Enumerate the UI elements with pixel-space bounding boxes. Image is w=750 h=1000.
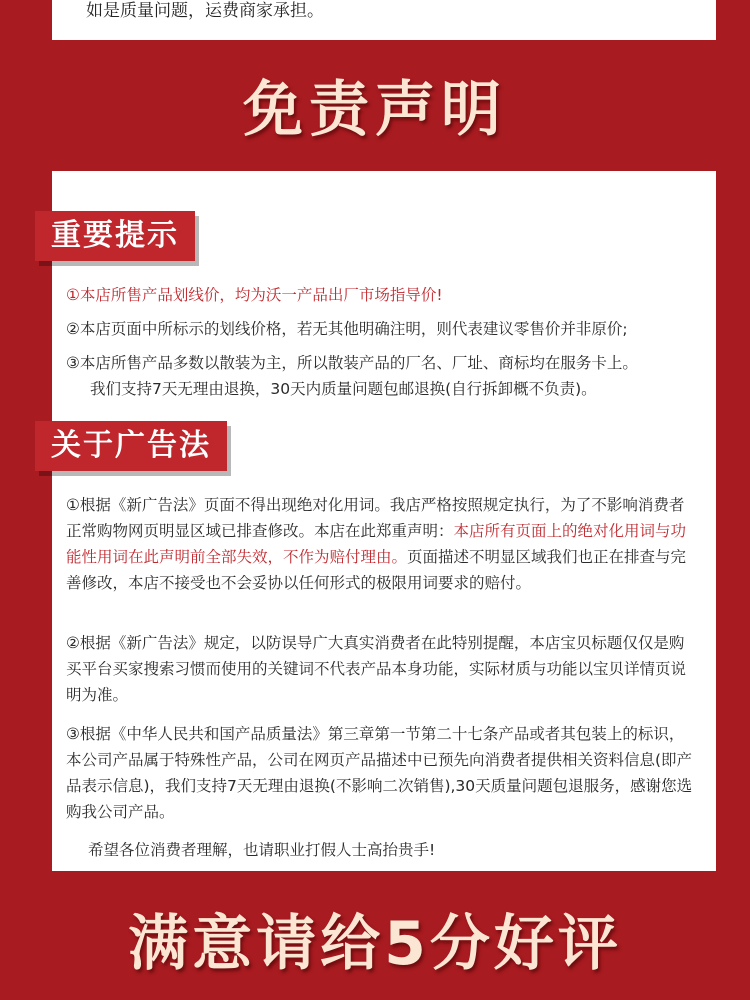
ad-law-paragraph-1-a: ①根据《新广告法》页面不得出现绝对化用词。我店严格按照规定执行，为了不影响消费者正常购物网页明显区域已排查修改。本店在此郑重声明： bbox=[66, 496, 685, 540]
disclaimer-title: 免责声明 bbox=[243, 75, 507, 145]
ad-law-paragraph-1 bbox=[66, 492, 694, 596]
important-item-3-line2: 我们支持7天无理由退换，30天内质量问题包邮退换(自行拆卸概不负责)。 bbox=[90, 380, 597, 398]
ad-law-tag: 关于广告法 bbox=[35, 421, 227, 471]
closing-note: 希望各位消费者理解，也请职业打假人士高抬贵手! bbox=[88, 841, 436, 859]
ad-law-paragraph-2: ②根据《新广告法》规定，以防误导广大真实消费者在此特别提醒，本店宝贝标题仅仅是购买平台买家搜索习惯而使用的关键词不代表产品本身功能，实际材质与功能以宝贝详情页说明为准。 bbox=[66, 634, 687, 704]
important-item-3-line1: ③本店所售产品多数以散装为主，所以散装产品的厂名、厂址、商标均在服务卡上。 bbox=[66, 354, 638, 372]
important-item-1 bbox=[66, 282, 702, 308]
top-panel bbox=[52, 0, 716, 40]
ad-law-paragraph-3: ③根据《中华人民共和国产品质量法》第三章第一节第二十七条产品或者其包装上的标识，本公司产品属于特殊性产品，公司在网页产品描述中已预先向消费者提供相关资料信息(即产品表示信息)，我们支持7天无理由退换(不影响二次销售),30天质量问题包退服务，感谢您选购我公司产品。 bbox=[66, 725, 693, 821]
shipping-note: 如是质量问题，运费商家承担。 bbox=[86, 1, 324, 21]
important-item-3 bbox=[66, 350, 702, 402]
important-item-1-text: ①本店所售产品划线价，均为沃一产品出厂市场指导价! bbox=[66, 286, 443, 304]
important-item-2: ②本店页面中所标示的划线价格，若无其他明确注明，则代表建议零售价并非原价; bbox=[66, 320, 628, 338]
important-notice-tag: 重要提示 bbox=[35, 211, 195, 261]
ad-law-paragraph-1-red: 本店所有页面上的绝对化用词与功能性用词在此声明前全部失效，不作为赔付理由。 bbox=[66, 522, 687, 566]
ad-law-paragraph-1-b: 页面描述不明显区域我们也正在排查与完善修改，本店不接受也不会妥协以任何形式的极限用词要求的赔付。 bbox=[66, 548, 687, 592]
review-title: 满意请给5分好评 bbox=[128, 909, 622, 979]
